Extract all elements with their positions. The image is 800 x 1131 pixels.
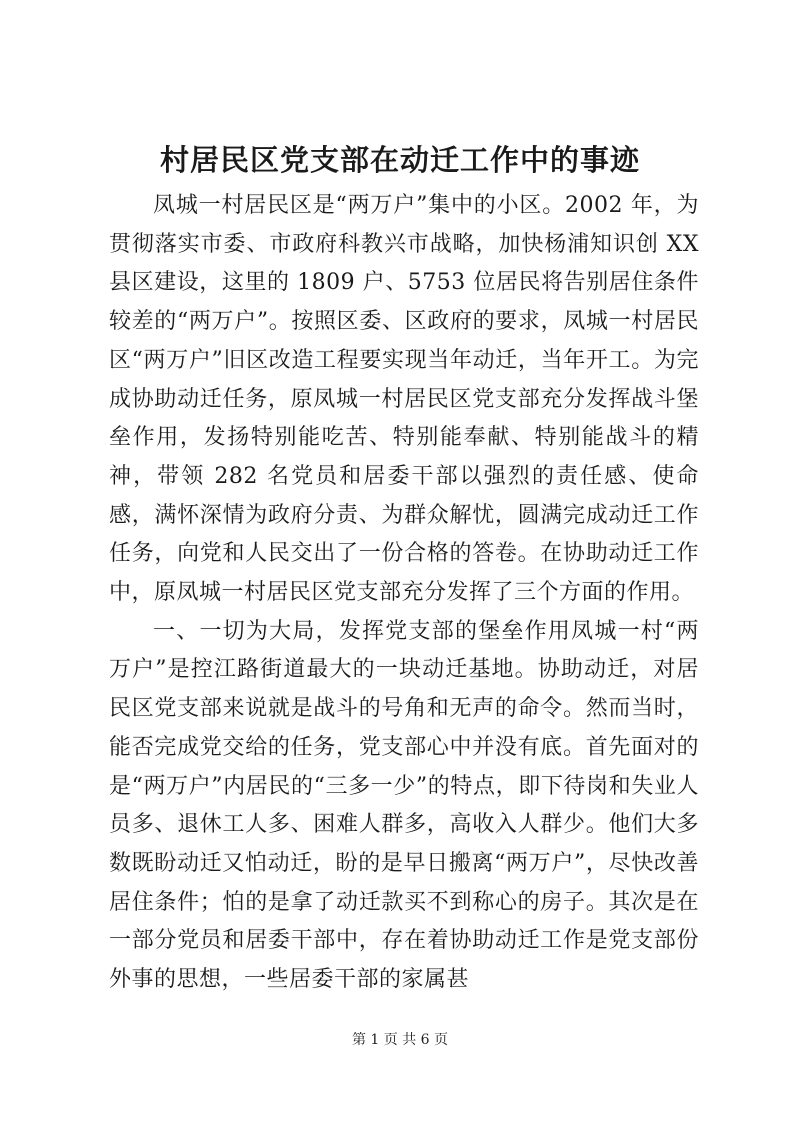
paragraph-2: 一、一切为大局，发挥党支部的堡垒作用凤城一村“两万户”是控江路街道最大的一块动迁基地。协助动迁，对居民区党支部来说就是战斗的号角和无声的命令。然而当时，能否完成党交给的任务，党支部心中并没有底。首先面对的是“两万户”内居民的“三多一少”的特点，即下待岗和失业人员多、退休工人多、困难人群多，高收入人群少。他们大多数既盼动迁又怕动迁，盼的是早日搬离“两万户”，尽快改善居住条件；怕的是拿了动迁款买不到称心的房子。其次是在一部分党员和居委干部中，存在着协助动迁工作是党支部份外事的思想，一些居委干部的家属甚: [109, 618, 699, 993]
document-body: [109, 187, 699, 1000]
document-title: 村居民区党支部在动迁工作中的事迹: [159, 143, 640, 177]
page-footer: 第 1 页 共 6 页: [351, 1032, 449, 1048]
paragraph-1: 凤城一村居民区是“两万户”集中的小区。2002 年，为贯彻落实市委、市政府科教兴市战略，加快杨浦知识创 XX 县区建设，这里的 1809 户、5753 位居民将告别居住条件较差的“两万户”。按照区委、区政府的要求，凤城一村居民区“两万户”旧区改造工程要实现当年动迁，当年开工。为完成协助动迁任务，原凤城一村居民区党支部充分发挥战斗堡垒作用，发扬特别能吃苦、特别能奉献、特别能战斗的精神，带领 282 名党员和居委干部以强烈的责任感、使命感，满怀深情为政府分责、为群众解忧，圆满完成动迁工作任务，向党和人民交出了一份合格的答卷。在协助动迁工作中，原凤城一村居民区党支部充分发挥了三个方面的作用。: [109, 193, 699, 606]
